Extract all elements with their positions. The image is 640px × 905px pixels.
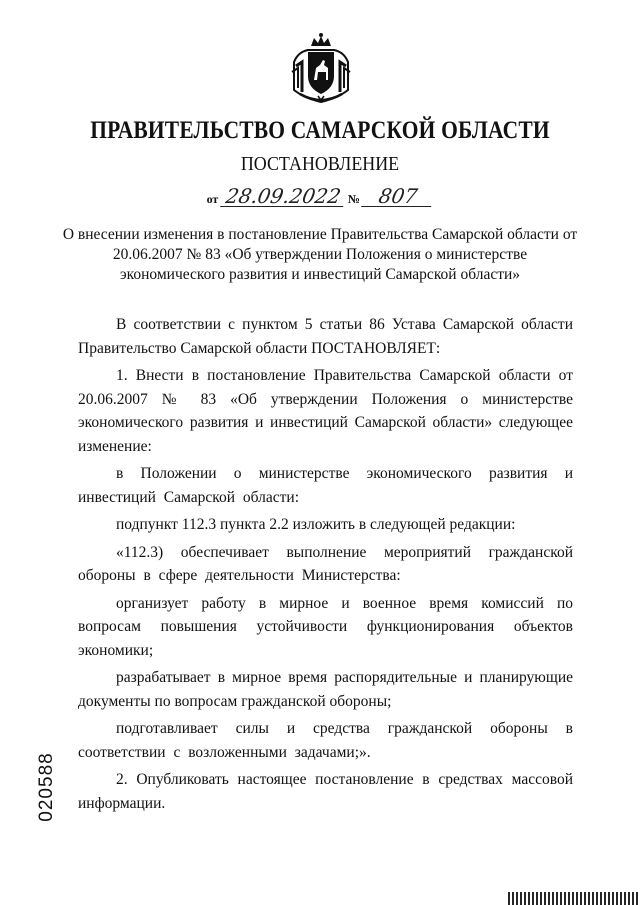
document-number: 807: [362, 186, 436, 207]
body-paragraph: в Положении о министерстве экономического развития и инвестиций Самарской области:: [78, 465, 573, 506]
body-paragraph: «112.3) обеспечивает выполнение мероприятий гражданской обороны в сфере деятельности Министерства:: [78, 543, 573, 584]
body-paragraph: 1. Внести в постановление Правительства Самарской области от 20.06.2007 № 83 «Об утверждении Положения о министерстве экономического развития и инвестиций Самарской области» следующее изменение:: [78, 367, 573, 455]
body-paragraph: подготавливает силы и средства гражданской обороны в соответствии с возложенными задачами;».: [78, 720, 573, 761]
body-paragraph: подпункт 112.3 пункта 2.2 изложить в следующей редакции:: [116, 516, 516, 533]
body-paragraph: разрабатывает в мирное время распорядительные и планирующие документы по вопросам гражданской обороны;: [78, 669, 573, 710]
body-paragraph: организует работу в мирное и военное время комиссий по вопросам повышения устойчивости функционирования объектов экономики;: [78, 594, 573, 659]
samara-coat-of-arms-icon: [288, 32, 354, 104]
side-number-text: 020588: [36, 752, 57, 822]
document-date: 28.09.2022: [220, 186, 346, 207]
document-subject: О внесении изменения в постановление Правительства Самарской области от 20.06.2007 № 83 «Об утверждении Положения о министерстве экономического развития и инвестиций Самарской области»: [62, 226, 578, 283]
date-prefix: от: [206, 192, 219, 206]
body-paragraph: 2. Опубликовать настоящее постановление в средствах массовой информации.: [78, 771, 573, 812]
date-number-line: [0, 186, 640, 208]
body-paragraph: В соответствии с пунктом 5 статьи 86 Устава Самарской области Правительство Самарской области ПОСТАНОВЛЯЕТ:: [78, 316, 573, 357]
number-prefix: №: [347, 192, 360, 206]
government-title: ПРАВИТЕЛЬСТВО САМАРСКОЙ ОБЛАСТИ: [90, 117, 550, 144]
side-registration-number: [24, 742, 64, 832]
scan-edge-mark: [508, 892, 640, 905]
document-type: ПОСТАНОВЛЕНИЕ: [240, 154, 400, 175]
document-body: [78, 313, 573, 819]
